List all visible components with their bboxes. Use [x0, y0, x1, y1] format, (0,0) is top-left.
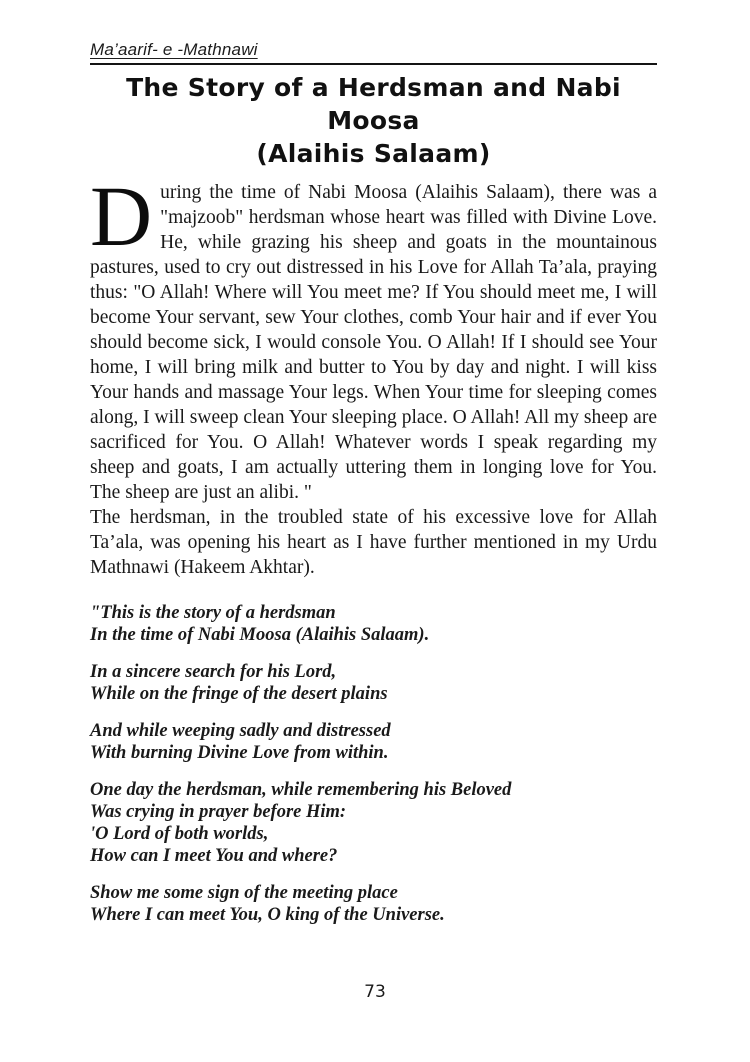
story-body	[90, 168, 657, 580]
page-title	[90, 71, 657, 170]
story-paragraph-2: The herdsman, in the troubled state of his excessive love for Allah Ta’ala, was opening his heart as I have further mentioned in my Urdu Mathnawi (Hakeem Akhtar).	[90, 507, 657, 578]
verse-line: How can I meet You and where?	[90, 846, 338, 866]
stanza-3	[90, 720, 657, 764]
verse-line: And while weeping sadly and distressed	[90, 721, 391, 741]
story-paragraph-1-text: uring the time of Nabi Moosa (Alaihis Salaam), there was a "majzoob" herdsman whose heart was filled with Divine Love. He, while grazing his sheep and goats in the mountainous pastures, used to cry out distressed in his Love for Allah Ta’ala, praying thus: "O Allah! Where will You meet me? If You should meet me, I will become Your servant, sew Your clothes, comb Your hair and if ever You should become sick, I would console You. O Allah! If I should see Your home, I will bring milk and butter to You by day and night. I will kiss Your hands and massage Your legs. When Your time for sleeping comes along, I will sweep clean Your sleeping place. O Allah! All my sheep are sacrificed for You. O Allah! Whatever words I speak regarding my sheep and goats, I am actually uttering them in longing love for You. The sheep are just an alibi. "	[90, 182, 657, 503]
verse-line: Show me some sign of the meeting place	[90, 883, 398, 903]
page-number: 73	[364, 982, 386, 1002]
verse-line: 'O Lord of both worlds,	[90, 824, 269, 844]
verse-line: With burning Divine Love from within.	[90, 743, 389, 763]
verse-section	[90, 602, 657, 926]
drop-cap: D	[90, 168, 153, 264]
page-title-line2: (Alaihis Salaam)	[256, 139, 491, 168]
stanza-1	[90, 602, 657, 646]
story-paragraph-1	[90, 168, 657, 505]
running-head: Ma’aarif- e -Mathnawi	[90, 40, 657, 65]
verse-line: Where I can meet You, O king of the Universe.	[90, 905, 445, 925]
page-content	[90, 40, 657, 941]
verse-line: "This is the story of a herdsman	[90, 603, 336, 623]
verse-line: Was crying in prayer before Him:	[90, 802, 347, 822]
verse-line: One day the herdsman, while remembering his Beloved	[90, 780, 512, 800]
page-title-line1: The Story of a Herdsman and Nabi Moosa	[126, 73, 621, 135]
stanza-4	[90, 779, 657, 867]
verse-line: While on the fringe of the desert plains	[90, 684, 388, 704]
stanza-5	[90, 882, 657, 926]
verse-line: In a sincere search for his Lord,	[90, 662, 337, 682]
verse-line: In the time of Nabi Moosa (Alaihis Salaam).	[90, 625, 430, 645]
stanza-2	[90, 661, 657, 705]
